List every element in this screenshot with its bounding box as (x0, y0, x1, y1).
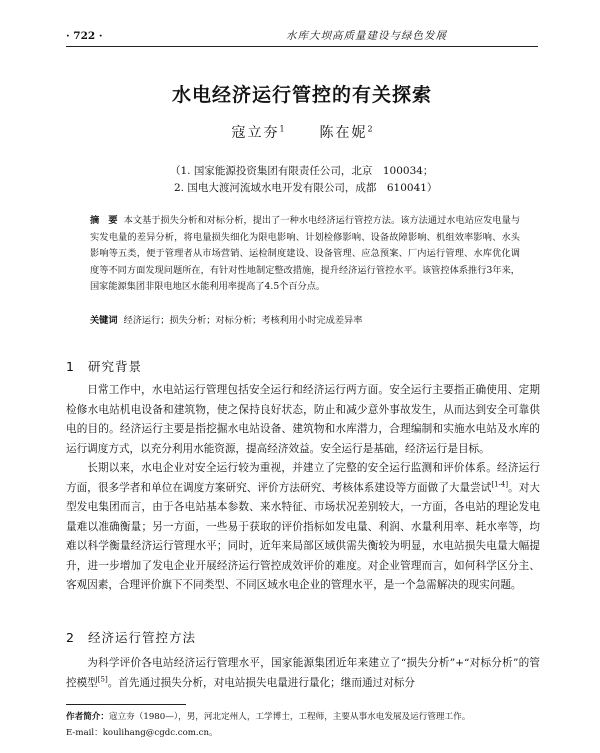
section-number: 1 (66, 359, 75, 374)
abstract-label: 摘 要 (90, 215, 118, 226)
author-line (66, 122, 538, 142)
body-paragraph: 为科学评价各电站经济运行管理水平，国家能源集团近年来建立了“损失分析”+“对标分析”的管控模型[5]。首先通过损失分析，对电站损失电量进行量化；继而通过对标分 (66, 657, 540, 689)
keywords (90, 313, 520, 329)
footnote-label: 作者简介： (66, 712, 109, 722)
journal-title: 水库大坝高质量建设与绿色发展 (286, 30, 447, 42)
keywords-text: 经济运行；损失分析；对标分析；考核利用小时完成差异率 (123, 315, 363, 326)
section-title: 经济运行管控方法 (88, 630, 197, 645)
footnote-bio: 寇立夯（1980—），男，河北定州人，工学博士，工程师，主要从事水电发展及运行管理工作。 (108, 712, 471, 722)
footnote-email: E-mail：koulihang@cgdc.com.cn。 (66, 728, 218, 738)
keywords-label: 关键词 (90, 315, 118, 326)
body-paragraph: 日常工作中，水电站运行管理包括安全运行和经济运行两方面。安全运行主要指正确使用、定期检修水电站机电设备和建筑物，使之保持良好状态，防止和减少意外事故发生，从而达到安全可靠供电的目的。经济运行主要是指挖掘水电站设备、建筑物和水库潜力，合理编制和实施水电站及水库的运行调度方式，以充分利用水能资源，提高经济效益。安全运行是基础，经济运行是目标。 (66, 384, 540, 455)
section-body (66, 654, 540, 693)
affiliation-line: （1. 国家能源投资集团有限责任公司，北京 100034； (170, 165, 434, 177)
footnote-divider (66, 704, 186, 705)
section-body (66, 381, 540, 596)
author-affil-mark: 1 (279, 124, 285, 134)
section-number: 2 (66, 630, 75, 645)
section-title: 研究背景 (88, 359, 143, 374)
section-heading (66, 357, 142, 375)
author-name: 寇立夯 (231, 125, 280, 141)
citation: [1-4] (491, 479, 509, 488)
author-name: 陈在妮 (319, 125, 368, 141)
body-paragraph: 长期以来，水电企业对安全运行较为重视，并建立了完整的安全运行监测和评价体系。经济运行方面，很多学者和单位在调度方案研究、评价方法研究、考核体系建设等方面做了大量尝试[1-4]。对大型发电集团而言，由于各电站基本参数、来水特征、市场状况差别较大，一方面，各电站的理论发电量难以准确衡量；另一方面，一些易于获取的评价指标如发电量、利润、水量利用率、耗水率等，均难以科学衡量经济运行管理水平；同时，近年来局部区域供需失衡较为明显，水电站损失电量大幅提升，进一步增加了发电企业开展经济运行管控成效评价的难度。对企业管理而言，如何科学区分主、客观因素，合理评价旗下不同类型、不同区域水电企业的管理水平，是一个急需解决的现实问题。 (66, 462, 541, 591)
affiliation-line: 2. 国电大渡河流域水电开发有限公司，成都 610041） (174, 182, 438, 194)
page-number: · 722 · (66, 30, 103, 42)
author-affil-mark: 2 (367, 124, 373, 134)
abstract (90, 213, 520, 296)
abstract-text: 本文基于损失分析和对标分析，提出了一种水电经济运行管控方法。该方法通过水电站应发电量与实发电量的差异分析，将电量损失细化为限电影响、计划检修影响、设备故障影响、机组效率影响、水头影响等五类，便于管理者从市场营销、运检制度建设、设备管理、应急预案、厂内运行管理、水库优化调度等不同方面发现问题所在，有针对性地制定整改措施，提升经济运行管控水平。该管控体系推行3年来，国家能源集团非限电地区水能利用率提高了4.5个百分点。 (90, 215, 521, 293)
running-header (66, 28, 538, 47)
article-title: 水电经济运行管控的有关探索 (171, 84, 432, 106)
author-footnote (66, 709, 540, 741)
affiliations (170, 163, 437, 197)
citation: [5] (97, 674, 108, 683)
section-heading (66, 628, 196, 646)
